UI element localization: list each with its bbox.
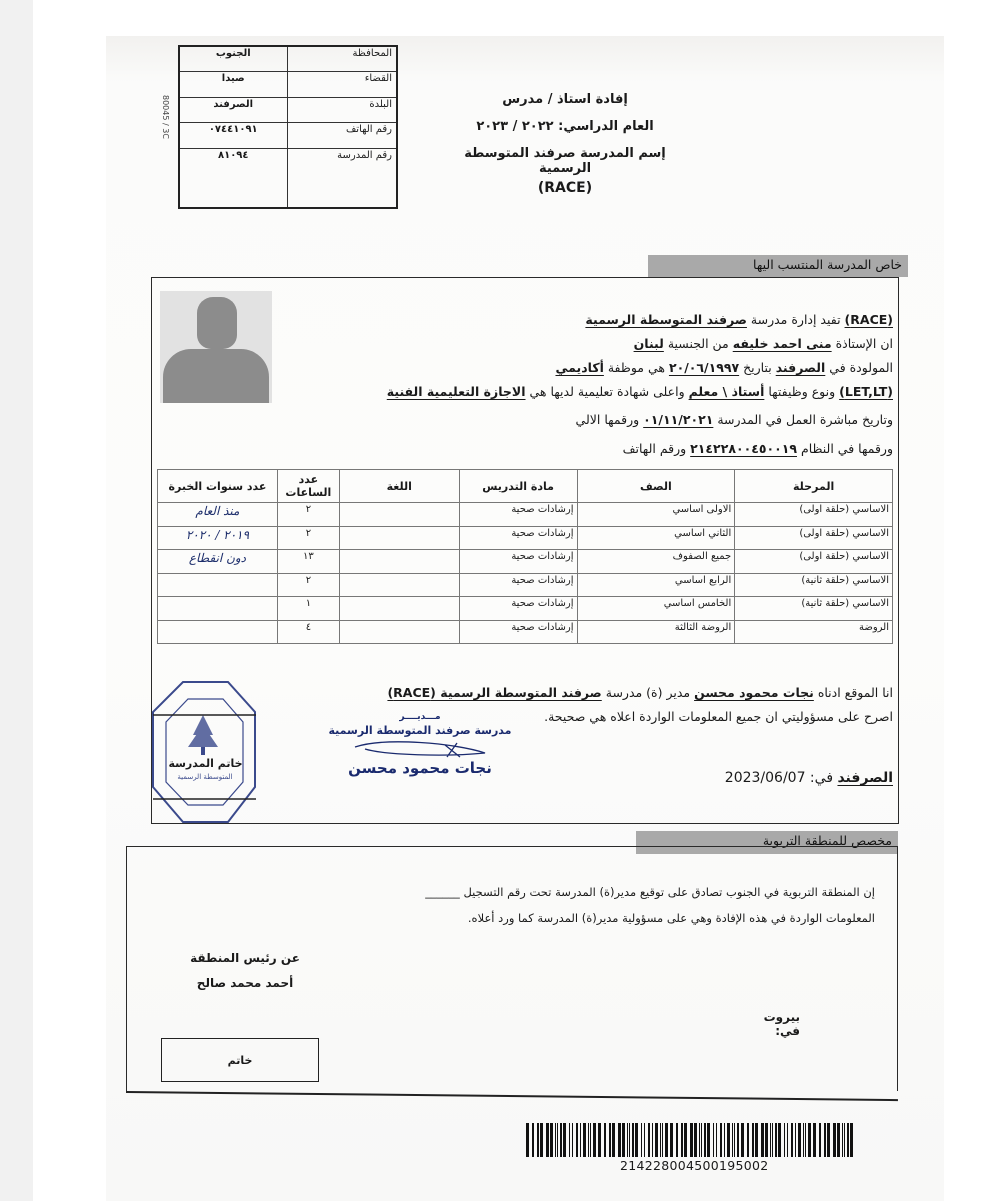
declaration-line-1 [387, 685, 893, 700]
document-title-block [440, 92, 690, 208]
barcode-bar [609, 1123, 611, 1157]
place-date-line [725, 770, 893, 786]
barcode-bar [560, 1123, 562, 1157]
barcode-bar [824, 1123, 826, 1157]
para-text: هي موظفة [603, 360, 669, 375]
column-header: الصف [577, 470, 735, 503]
cell-hours: ٢ [277, 526, 339, 550]
region-line-2: المعلومات الواردة في هذه الإفادة وهي على مسؤولية مدير(ة) المدرسة كما ورد أعلاه. [467, 911, 875, 925]
signature-title: مـــديــــر [399, 712, 441, 722]
info-label: رقم الهاتف [287, 123, 397, 149]
barcode-bar [684, 1123, 687, 1157]
barcode-bar [770, 1123, 771, 1157]
para-text: ورقمها الالي [575, 412, 644, 427]
barcode-bar [813, 1123, 816, 1157]
barcode-bar [644, 1123, 645, 1157]
region-stamp-box [161, 1038, 319, 1082]
school-name-text: صرفند المتوسطة الرسمية (RACE) [387, 685, 602, 700]
barcode-bar [752, 1123, 754, 1157]
school-code: (RACE) [537, 180, 593, 196]
para-text: تفيد إدارة مدرسة [746, 312, 845, 327]
barcode-bar [532, 1123, 534, 1157]
cell-hours: ١ [277, 597, 339, 621]
barcode-bar [747, 1123, 749, 1157]
barcode-bar [778, 1123, 781, 1157]
barcode-bar [694, 1123, 697, 1157]
info-label: البلدة [287, 97, 397, 123]
barcode-bar [827, 1123, 830, 1157]
barcode-bar [540, 1123, 543, 1157]
barcode-bar [805, 1123, 806, 1157]
viewer-left-strip [0, 0, 33, 1201]
para-line-2 [634, 336, 893, 351]
info-value: ٠٧٤٤١٠٩١ [179, 123, 287, 149]
column-header: عدد الساعات [277, 470, 339, 503]
barcode-bar [655, 1123, 658, 1157]
barcode-bar [795, 1123, 796, 1157]
barcode-bar [622, 1123, 625, 1157]
barcode-bar [755, 1123, 758, 1157]
cell-hours: ١٣ [277, 550, 339, 574]
barcode-bar [784, 1123, 785, 1157]
cell-subject: إرشادات صحية [459, 573, 577, 597]
barcode-bar [648, 1123, 650, 1157]
para-line-1 [585, 312, 893, 327]
person-silhouette-icon [160, 291, 272, 403]
barcode-bar [641, 1123, 642, 1157]
signature-name: نجات محمود محسن [348, 759, 492, 777]
barcode-bar [803, 1123, 804, 1157]
signature-date: 2023/06/07 [724, 770, 806, 786]
barcode-icon [526, 1123, 856, 1157]
cell-experience: ٢٠١٩ / ٢٠٢٠ [158, 526, 278, 550]
stamp-sub-text: المتوسطة الرسمية [177, 773, 233, 781]
barcode-bar [629, 1123, 630, 1157]
cell-experience [158, 597, 278, 621]
table-row [158, 503, 893, 527]
info-row [179, 123, 397, 149]
teaching-table [157, 469, 893, 644]
barcode-bar [713, 1123, 714, 1157]
barcode-bar [563, 1123, 566, 1157]
info-row [179, 72, 397, 98]
system-number: ٢١٤٢٢٨٠٠٤٥٠٠١٩ [690, 441, 797, 456]
barcode-bar [765, 1123, 768, 1157]
cell-stage: الاساسي (حلقة اولى) [735, 526, 893, 550]
cell-hours: ٢ [277, 573, 339, 597]
barcode-bar [772, 1123, 773, 1157]
barcode-bar [699, 1123, 700, 1157]
school-stamp [148, 677, 258, 827]
barcode-bar [555, 1123, 556, 1157]
barcode-bar [598, 1123, 601, 1157]
document-title: إفادة استاذ / مدرس [502, 92, 628, 107]
barcode-bar [791, 1123, 793, 1157]
cell-class: الرابع اساسي [577, 573, 735, 597]
barcode-bar [580, 1123, 581, 1157]
cell-experience [158, 573, 278, 597]
info-row [179, 46, 397, 72]
declaration-line-2: اصرح على مسؤوليتي ان جميع المعلومات الواردة اعلاه هي صحيحة. [544, 709, 893, 724]
info-value: الصرفند [179, 97, 287, 123]
school-name-text: صرفند المتوسطة الرسمية [585, 312, 747, 327]
info-label: رقم المدرسة [287, 149, 397, 209]
school-info-table [178, 45, 398, 209]
info-row [179, 149, 397, 209]
column-header: عدد سنوات الخبرة [158, 470, 278, 503]
teacher-name: منى احمد خليفه [732, 336, 832, 351]
barcode-bar [701, 1123, 702, 1157]
cell-class: الاولى اساسي [577, 503, 735, 527]
barcode-bar [588, 1123, 589, 1157]
photo-body [163, 349, 269, 403]
barcode-bar [707, 1123, 710, 1157]
para-text: ورقم الهاتف [622, 441, 691, 456]
cell-hours: ٤ [277, 620, 339, 644]
signature-school: مدرسة صرفند المتوسطة الرسمية [328, 724, 512, 737]
barcode-bar [618, 1123, 621, 1157]
barcode-bar [604, 1123, 606, 1157]
table-row [158, 620, 893, 644]
beirut-date-label: بيروت في: [763, 1010, 800, 1038]
column-header: اللغة [339, 470, 459, 503]
stamp-octagon-icon [148, 677, 258, 827]
barcode-bar [583, 1123, 586, 1157]
para-line-3 [555, 360, 893, 375]
table-row [158, 550, 893, 574]
cell-experience: منذ العام [158, 503, 278, 527]
barcode-bar [775, 1123, 777, 1157]
cell-language [339, 503, 459, 527]
cell-hours: ٢ [277, 503, 339, 527]
cell-subject: إرشادات صحية [459, 550, 577, 574]
barcode-bar [737, 1123, 740, 1157]
table-row [158, 597, 893, 621]
director-signature [320, 712, 520, 777]
cell-stage: الاساسي (حلقة اولى) [735, 550, 893, 574]
cell-stage: الاساسي (حلقة اولى) [735, 503, 893, 527]
barcode-bar [537, 1123, 539, 1157]
barcode-bar [833, 1123, 836, 1157]
barcode-bar [761, 1123, 764, 1157]
barcode-bar [546, 1123, 549, 1157]
barcode-bar [704, 1123, 706, 1157]
column-header: مادة التدريس [459, 470, 577, 503]
barcode-bar [690, 1123, 693, 1157]
barcode-bar [681, 1123, 683, 1157]
barcode-bar [734, 1123, 735, 1157]
para-text: بتاريخ [739, 360, 776, 375]
highest-degree: الاجازة التعليمية الفنية [386, 384, 526, 399]
section-header-school: خاص المدرسة المنتسب اليها [648, 255, 908, 277]
cell-subject: إرشادات صحية [459, 597, 577, 621]
barcode-bar [798, 1123, 801, 1157]
barcode-bar [850, 1123, 853, 1157]
para-text: ان الإستاذة [831, 336, 893, 351]
table-row [158, 573, 893, 597]
barcode-bar [847, 1123, 849, 1157]
barcode-bar [557, 1123, 558, 1157]
barcode-bar [662, 1123, 663, 1157]
section-header-region: مخصص للمنطقة التربوية [636, 831, 898, 854]
cell-experience: دون انقطاع [158, 550, 278, 574]
cell-language [339, 620, 459, 644]
cell-stage: الروضة [735, 620, 893, 644]
barcode-bar [720, 1123, 722, 1157]
barcode-bar [741, 1123, 744, 1157]
job-type: أستاذ \ معلم [688, 384, 765, 399]
barcode-bar [819, 1123, 821, 1157]
director-name: نجات محمود محسن [694, 685, 814, 700]
school-code-text: (RACE) [844, 312, 893, 327]
barcode-bar [652, 1123, 653, 1157]
para-line-6 [623, 441, 893, 456]
barcode-bar [670, 1123, 673, 1157]
para-text: مدير (ة) مدرسة [601, 685, 695, 700]
barcode-bar [572, 1123, 573, 1157]
barcode-number: 214228004500195002 [620, 1158, 769, 1173]
place-name: الصرفند [837, 770, 893, 786]
cell-class: جميع الصفوف [577, 550, 735, 574]
barcode-bar [576, 1123, 578, 1157]
for-head-label: عن رئيس المنطقة [190, 951, 300, 965]
cell-language [339, 573, 459, 597]
para-text: واعلى شهادة تعليمية لديها هي [525, 384, 689, 399]
employee-type: أكاديمي [555, 360, 604, 375]
info-label: القضاء [287, 72, 397, 98]
info-value: الجنوب [179, 46, 287, 72]
barcode-bar [676, 1123, 678, 1157]
barcode-bar [590, 1123, 591, 1157]
cell-language [339, 597, 459, 621]
barcode-bar [526, 1123, 529, 1157]
region-line-1: إن المنطقة التربوية في الجنوب تصادق على توقيع مدير(ة) المدرسة تحت رقم التسجيل ______ [425, 885, 875, 899]
barcode-bar [665, 1123, 668, 1157]
info-value: ٨١٠٩٤ [179, 149, 287, 209]
photo-head [197, 297, 237, 349]
barcode-bar [842, 1123, 843, 1157]
para-line-4 [387, 384, 893, 399]
barcode-bar [732, 1123, 733, 1157]
barcode-bar [808, 1123, 811, 1157]
info-value: صيدا [179, 72, 287, 98]
cell-class: الروضة الثالثة [577, 620, 735, 644]
barcode-bar [787, 1123, 788, 1157]
para-line-5 [576, 412, 893, 427]
para-text: انا الموقع ادناه [813, 685, 893, 700]
academic-year: العام الدراسي: ٢٠٢٢ / ٢٠٢٣ [476, 119, 654, 134]
cell-subject: إرشادات صحية [459, 620, 577, 644]
barcode-bar [660, 1123, 661, 1157]
barcode-bar [612, 1123, 615, 1157]
table-header-row [158, 470, 893, 503]
cell-class: الخامس اساسي [577, 597, 735, 621]
table-row [158, 526, 893, 550]
barcode-bar [569, 1123, 570, 1157]
cell-class: الثاني اساسي [577, 526, 735, 550]
barcode-bar [727, 1123, 730, 1157]
stamp-center-text: خاتم المدرسة [168, 757, 243, 770]
cell-subject: إرشادات صحية [459, 526, 577, 550]
barcode-bar [837, 1123, 840, 1157]
barcode-bar [632, 1123, 634, 1157]
para-text: ونوع وظيفتها [764, 384, 840, 399]
info-label: المحافظة [287, 46, 397, 72]
column-header: المرحلة [735, 470, 893, 503]
para-text: المولودة في [825, 360, 893, 375]
place-suffix: في: [805, 770, 838, 786]
birth-place: الصرفند [775, 360, 826, 375]
start-date: ٠١/١١/٢٠٢١ [643, 412, 714, 427]
head-name: أحمد محمد صالح [196, 976, 294, 990]
barcode-bar [550, 1123, 553, 1157]
signature-scribble-icon [345, 737, 495, 759]
cell-subject: إرشادات صحية [459, 503, 577, 527]
barcode-bar [627, 1123, 628, 1157]
cell-language [339, 550, 459, 574]
para-text: ورقمها في النظام [796, 441, 893, 456]
region-stamp-label: خاتم [227, 1053, 253, 1067]
cell-stage: الاساسي (حلقة ثانية) [735, 597, 893, 621]
birth-date: ٢٠/٠٦/١٩٩٧ [668, 360, 740, 375]
program-code: (LET,LT) [839, 384, 893, 399]
barcode-bar [593, 1123, 596, 1157]
barcode-bar [844, 1123, 845, 1157]
cell-language [339, 526, 459, 550]
barcode-bar [716, 1123, 717, 1157]
para-text: وتاريخ مباشرة العمل في المدرسة [713, 412, 893, 427]
barcode-bar [635, 1123, 638, 1157]
nationality: لبنان [633, 336, 664, 351]
info-row [179, 97, 397, 123]
cell-experience [158, 620, 278, 644]
school-name: إسم المدرسة صرفند المتوسطة الرسمية [464, 146, 666, 176]
para-text: من الجنسية [663, 336, 733, 351]
cell-stage: الاساسي (حلقة ثانية) [735, 573, 893, 597]
side-reference-code: 80045 / 3C [161, 95, 170, 139]
barcode-bar [724, 1123, 725, 1157]
